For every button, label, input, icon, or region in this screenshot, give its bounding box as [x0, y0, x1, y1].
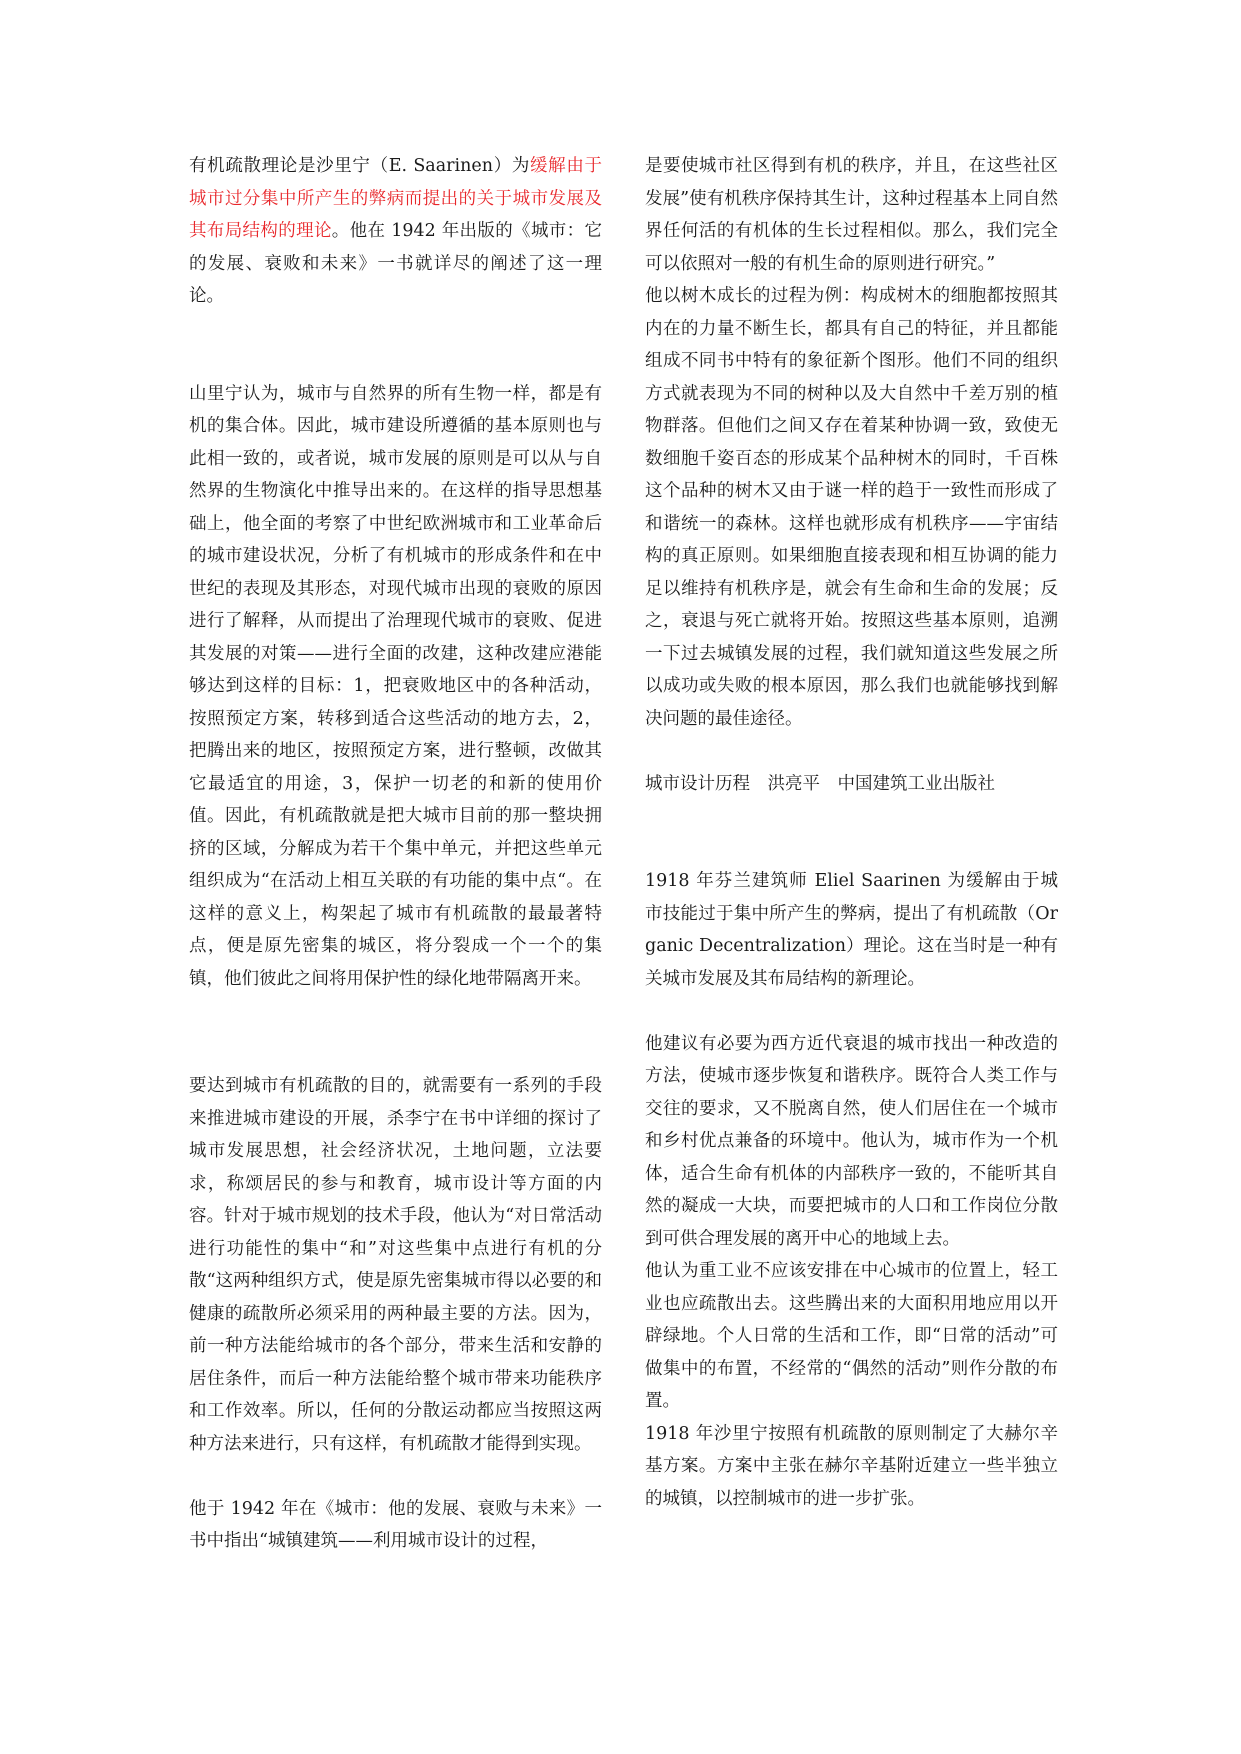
paragraph-reform-proposal: 他建议有必要为西方近代衰退的城市找出一种改造的方法，使城市逐步恢复和谐秩序。既符合人类工作与交往的要求，又不脱离自然，使人们居住在一个城市和乡村优点兼备的环境中。他认为，城市作为一个机体，适合生命有机体的内部秩序一致的，不能听其自然的凝成一大块，而要把城市的人口和工作岗位分散到可供合理发展的离开中心的地域上去。: [645, 1033, 1058, 1249]
paragraph-tree-growth-analogy: 他以树木成长的过程为例：构成树木的细胞都按照其内在的力量不断生长，都具有自己的特征，并且都能组成不同书中特有的象征新个图形。他们不同的组织方式就表现为不同的树种以及大自然中千差万别的植物群落。但他们之间又存在着某种协调一致，致使无数细胞千姿百态的形成某个品种树木的同时，千百株这个品种的树木又由于谜一样的趋于一致性而形成了和谐统一的森林。这样也就形成有机秩序——宇宙结构的真正原则。如果细胞直接表现和相互协调的能力足以维持有机秩序是，就会有生命和生命的发展；反之，衰退与死亡就将开始。按照这些基本原则，追溯一下过去城镇发展的过程，我们就知道这些发展之所以成功或失败的根本原因，那么我们也就能够找到解决问题的最佳途径。: [645, 286, 1058, 729]
right-column: [645, 150, 1058, 1515]
paragraph-1942-book-quote: 他于 1942 年在《城市：他的发展、衰败与未来》一书中指出“城镇建筑——利用城市设计的过程，: [189, 1498, 602, 1551]
paragraph-organic-decentralization-definition: [189, 150, 602, 313]
source-citation: 城市设计历程 洪亮平 中国建筑工业出版社: [645, 773, 995, 794]
paragraph-greater-helsinki-plan: 1918 年沙里宁按照有机疏散的原则制定了大赫尔辛基方案。方案中主张在赫尔辛基附近建立一些半独立的城镇，以控制城市的进一步扩张。: [645, 1423, 1058, 1509]
highlighted-definition-text: 缓解由于城市过分集中所产生的弊病而提出的关于城市发展及其布局结构的理论: [189, 156, 602, 241]
paragraph-spacer: [645, 800, 1058, 865]
paragraph-means-of-decentralization: 要达到城市有机疏散的目的，就需要有一系列的手段来推进城市建设的开展，杀李宁在书中详细的探讨了城市发展思想，社会经济状况，土地问题，立法要求，称颂居民的参与和教育，城市设计等方面的内容。针对于城市规划的技术手段，他认为“对日常活动进行功能性的集中“和”对这些集中点进行有机的分散“这两种组织方式，使是原先密集城市得以必要的和健康的疏散所必须采用的两种最主要的方法。因为，前一种方法能给城市的各个部分，带来生活和安静的居住条件，而后一种方法能给整个城市带来功能秩序和工作效率。所以，任何的分散运动都应当按照这两种方法来进行，只有这样，有机疏散才能得到实现。: [189, 1076, 602, 1454]
definition-lead-text: 有机疏散理论是沙里宁（E. Saarinen）为: [189, 156, 531, 176]
paragraph-spacer: [189, 1460, 602, 1493]
paragraph-spacer: [189, 313, 602, 378]
paragraph-spacer: [645, 995, 1058, 1028]
paragraph-1918-theory-intro: 1918 年芬兰建筑师 Eliel Saarinen 为缓解由于城市技能过于集中所产生的弊病，提出了有机疏散（Organic Decentralization）理论。这在当时是一种有关城市发展及其布局结构的新理论。: [645, 871, 1058, 989]
definition-tail-text: 。他在 1942 年出版的《城市：它的发展、衰败和未来》一书就详尽的阐述了这一理论。: [189, 221, 602, 306]
paragraph-spacer: [645, 735, 1058, 768]
paragraph-saarinen-view: 山里宁认为，城市与自然界的所有生物一样，都是有机的集合体。因此，城市建设所遵循的基本原则也与此相一致的，或者说，城市发展的原则是可以从与自然界的生物演化中推导出来的。在这样的指导思想基础上，他全面的考察了中世纪欧洲城市和工业革命后的城市建设状况，分析了有机城市的形成条件和在中世纪的表现及其形态，对现代城市出现的衰败的原因进行了解释，从而提出了治理现代城市的衰败、促进其发展的对策——进行全面的改建，这种改建应港能够达到这样的目标：1，把衰败地区中的各种活动，按照预定方案，转移到适合这些活动的地方去，2，把腾出来的地区，按照预定方案，进行整顿，改做其它最适宜的用途，3，保护一切老的和新的使用价值。因此，有机疏散就是把大城市目前的那一整块拥挤的区域，分解成为若干个集中单元，并把这些单元组织成为“在活动上相互关联的有功能的集中点“。在这样的意义上，构架起了城市有机疏散的最最著特点，便是原先密集的城区，将分裂成一个一个的集镇，他们彼此之间将用保护性的绿化地带隔离开来。: [189, 383, 602, 989]
paragraph-spacer: [189, 995, 602, 1070]
left-column: [189, 150, 602, 1558]
paragraph-quote-continuation: 是要使城市社区得到有机的秩序，并且，在这些社区发展”使有机秩序保持其生计，这种过程基本上同自然界任何活的有机体的生长过程相似。那么，我们完全可以依照对一般的有机生命的原则进行研究。”: [645, 156, 1058, 274]
paragraph-industry-placement: 他认为重工业不应该安排在中心城市的位置上，轻工业也应疏散出去。这些腾出来的大面积用地应用以开辟绿地。个人日常的生活和工作，即“日常的活动”可做集中的布置，不经常的“偶然的活动”则作分散的布置。: [645, 1261, 1058, 1411]
